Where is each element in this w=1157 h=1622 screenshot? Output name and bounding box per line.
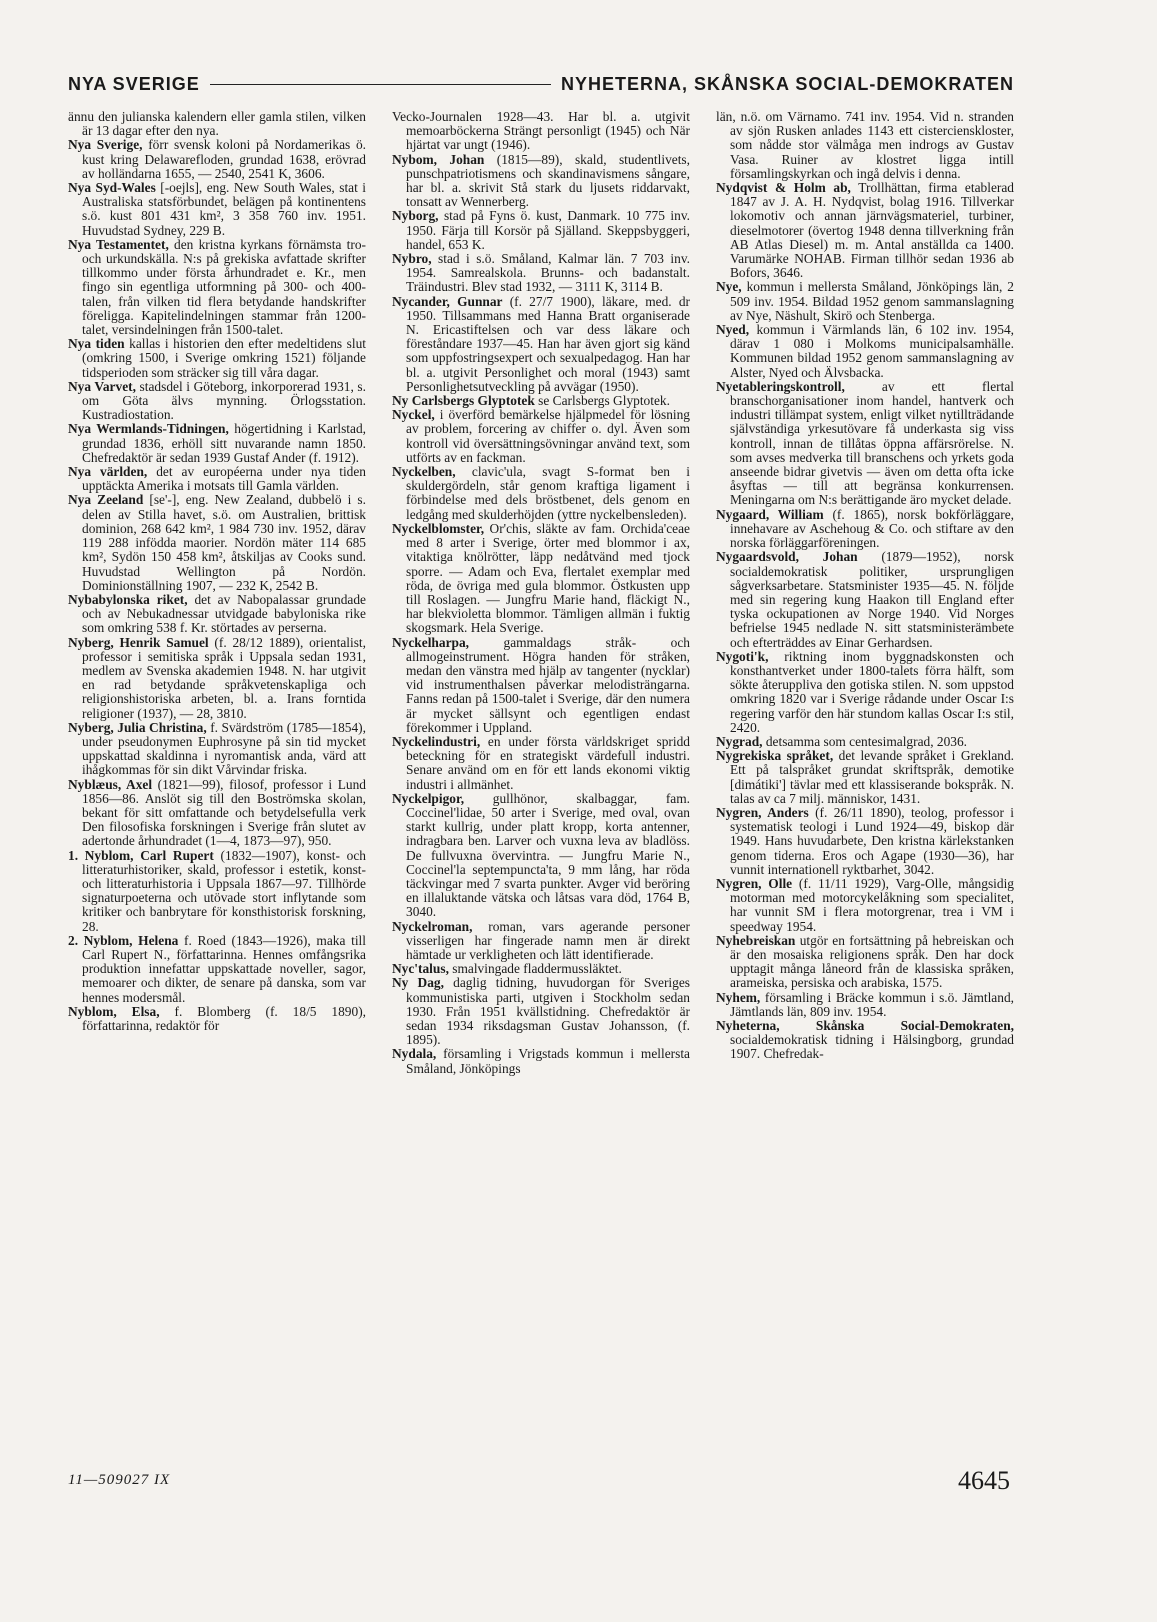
entry-headword: Nyed, <box>716 322 750 338</box>
entry-headword: Nya världen, <box>68 464 148 480</box>
entry-text: gammaldags stråk- och allmogeinstrument. Högra handen för stråken, medan den vänstra med hjälp av tangenter (nycklar) vid instrumenthalsen påverkar melodisträngarna. Fanns redan på 1500-talet i Sverige, där den numera är mycket sällsynt och egentligen endast förekommer i Uppland. <box>406 634 690 735</box>
entry-headword: 1. Nyblom, Carl Rupert <box>68 847 214 863</box>
dictionary-entry <box>716 1019 1014 1062</box>
entry-headword: Nye, <box>716 279 742 295</box>
entry-text: stad på Fyns ö. kust, Danmark. 10 775 inv. 1950. Färja till Korsör på Själland. Skeppsbyggeri, handel, 653 K. <box>406 208 690 252</box>
page-number: 4645 <box>958 1466 1010 1495</box>
dictionary-entry <box>392 792 690 920</box>
entry-text: Or'chis, släkte av fam. Orchida'ceae med 8 arter i Sverige, örter med blommor i ax, vitaktiga knölrötter, läpp nedåtvänd med tjock sporre. — Adam och Eva, flertalet exemplar med röda, de övriga med gula blommor. Östkusten upp till Roslagen. — Jungfru Marie hand, fläckigt N., har blekvioletta blommor. Tämligen allmän i fuktig skogsmark. Hela Sverige. <box>406 520 690 636</box>
entry-headword: Nygrekiska språket, <box>716 748 834 764</box>
entry-text: stadsdel i Göteborg, inkorporerad 1931, s. om Göta älvs mynning. Örlogsstation. Kustradiostation. <box>82 378 366 423</box>
dictionary-entry <box>68 934 366 1005</box>
entry-text: (f. 1865), norsk bokförläggare, innehavare av Aschehoug & Co. och stiftare av den norska förläggarföreningen. <box>730 506 1014 551</box>
entry-headword: Ny Dag, <box>392 975 444 991</box>
dictionary-entry <box>68 636 366 721</box>
dictionary-entry <box>68 110 366 138</box>
entry-headword: Nyckelpigor, <box>392 790 465 806</box>
dictionary-entry <box>392 1047 690 1075</box>
entry-headword: Nya Varvet, <box>68 378 136 394</box>
entry-headword: Nygrad, <box>716 733 763 749</box>
dictionary-entry <box>716 934 1014 991</box>
dictionary-entry <box>392 209 690 252</box>
dictionary-entry <box>68 849 366 934</box>
dictionary-entry <box>716 508 1014 551</box>
entry-text: socialdemokratisk tidning i Hälsingborg, grundad 1907. Chefredak- <box>730 1032 1014 1062</box>
entry-text: den kristna kyrkans förnämsta tro- och urkundskälla. N:s på grekiska avfattade skrifter tillkommo under första århundradet e. Kr., men fingo sin egentliga utformning på 300- och 400-talen, från vilken tid flera betydande handskrifter föreligga. Kapitelindelningen stammar från 1200-talet, versindelningen från 1500-talet. <box>82 236 366 338</box>
entry-text: [se'-], eng. New Zealand, dubbelö i s. delen av Stilla havet, s.ö. om Australien, brittisk dominion, 268 642 km², 1 984 730 inv. 1952, därav 119 288 infödda maorier. Nordön mäter 114 685 km², Sydön 150 458 km², åtskiljas av Cooks sund. Huvudstad Wellington på Nordön. Dominionställning 1907, — 232 K, 2542 B. <box>82 492 366 593</box>
entry-headword: Nya Testamentet, <box>68 236 169 252</box>
entry-headword: Nyborg, <box>392 208 439 224</box>
entry-headword: Nyblom, Elsa, <box>68 1003 160 1019</box>
dictionary-entry <box>716 110 1014 181</box>
header-rule <box>210 84 551 85</box>
entry-headword: Nybabylonska riket, <box>68 591 188 607</box>
header-right: NYHETERNA, SKÅNSKA SOCIAL-DEMOKRATEN <box>560 73 1014 94</box>
entry-headword: Nyhebreiskan <box>716 932 796 948</box>
entry-text: det av Nabopalassar grundade och av Nebukadnessar utvidgade babyloniska rike som omkring 538 f. Kr. störtades av perserna. <box>82 591 366 636</box>
entry-text: i överförd bemärkelse hjälpmedel för lösning av problem, forcering av chiffer o. dyl. Även som kontroll vid översättningsövningar använd text, som utförts av en fackman. <box>406 407 690 465</box>
entry-text: församling i Bräcke kommun i s.ö. Jämtland, Jämtlands län, 809 inv. 1954. <box>730 989 1014 1019</box>
dictionary-entry <box>392 636 690 735</box>
entry-headword: Nya Wermlands-Tidningen, <box>68 421 229 437</box>
entry-text: roman, vars agerande personer visserligen har fingerade namn men är direkt hämtade ur verkligheten och lätt identifierade. <box>406 918 690 962</box>
entry-headword: Nya tiden <box>68 336 125 352</box>
dictionary-entry <box>392 962 690 976</box>
entry-text: f. Blomberg (f. 18/5 1890), författarinna, redaktör för <box>82 1003 366 1033</box>
entry-headword: Nyheterna, Skånska Social-Demokraten, <box>716 1018 1014 1033</box>
dictionary-entry <box>392 295 690 394</box>
column-3 <box>716 110 1014 1450</box>
entry-text: kommun i mellersta Småland, Jönköpings län, 2 509 inv. 1954. Bildad 1952 genom sammanslagning av Nye, Näshult, Skirö och Stenberga. <box>730 279 1014 323</box>
header-left: NYA SVERIGE <box>68 73 200 94</box>
entry-text: kallas i historien den efter medeltidens slut (omkring 1500, i Sverige omkring 1521) följande tidsperioden som sträcker sig till våra dagar. <box>82 336 366 380</box>
dictionary-entry <box>68 238 366 337</box>
entry-headword: Nyhem, <box>716 989 761 1005</box>
entry-headword: Nya Sverige, <box>68 137 143 153</box>
entry-headword: Nyckelharpa, <box>392 634 469 650</box>
entry-text: utgör en fortsättning på hebreiskan och är den mosaiska religionens språk. Den har dock upptagit många låneord från de klassiska språken, arameiska, persiska och arabiska, 1575. <box>730 932 1014 991</box>
entry-headword: Nyberg, Henrik Samuel <box>68 634 209 650</box>
dictionary-entry <box>68 465 366 493</box>
entry-headword: Nycander, Gunnar <box>392 293 503 309</box>
entry-headword: Nyberg, Julia Christina, <box>68 719 207 735</box>
dictionary-entry <box>68 493 366 592</box>
dictionary-entry <box>392 465 690 522</box>
dictionary-entry <box>716 550 1014 649</box>
entry-text: (1879—1952), norsk socialdemokratisk politiker, ursprungligen sågverksarbetare. Statsminister 1935—45. N. följde med sin regering kung Haakon till England efter tyska ockupationen av Norge 1940. Vid Norges befrielse 1945 nedlade N. sitt statsministerämbete och efterträddes av Einar Gerhardsen. <box>730 549 1014 650</box>
dictionary-entry <box>716 735 1014 749</box>
entry-text: högertidning i Karlstad, grundad 1836, erhöll sitt nuvarande namn 1850. Chefredaktör är sedan 1939 Gustaf Ander (f. 1912). <box>82 421 366 465</box>
entry-text: (f. 28/12 1889), orientalist, professor i semitiska språk i Uppsala sedan 1931, medlem av Svenska akademien 1948. N. har utgivit en rad betydande språkvetenskapliga och religionshistoriska arbeten, bl. a. Irans forntida religioner (1937), — 28, 3810. <box>82 634 366 721</box>
entry-headword: Nyetableringskontroll, <box>716 378 845 394</box>
dictionary-entry <box>68 1005 366 1033</box>
column-2 <box>392 110 690 1450</box>
entry-text: kommun i Värmlands län, 6 102 inv. 1954, därav 1 080 i Molkoms municipalsamhälle. Kommunen bildad 1952 genom sammanslagning av Alster, Nyed och Älvsbacka. <box>730 322 1014 380</box>
dictionary-entry <box>716 806 1014 877</box>
dictionary-entry <box>392 735 690 792</box>
entry-text: ännu den julianska kalendern eller gamla stilen, vilken är 13 dagar efter den nya. <box>68 110 366 139</box>
dictionary-entry <box>392 394 690 408</box>
entry-headword: Nyckelindustri, <box>392 733 481 749</box>
entry-text: Vecko-Journalen 1928—43. Har bl. a. utgivit memoarböckerna Strängt personligt (1945) och När hjärtat var ungt (1946). <box>392 110 690 153</box>
entry-headword: Nyc'talus, <box>392 961 449 977</box>
entry-headword: Nyckelben, <box>392 464 456 480</box>
dictionary-entry <box>716 280 1014 323</box>
dictionary-entry <box>392 252 690 295</box>
running-header <box>68 70 1014 98</box>
entry-text: (f. 11/11 1929), Varg-Olle, mångsidig motorman med motorcykelåkning som specialitet, har vunnit SM i flera motorgrenar, trea i VM i speedway 1954. <box>730 875 1014 934</box>
entry-headword: Nygaard, William <box>716 506 824 522</box>
dictionary-entry <box>392 976 690 1047</box>
dictionary-entry <box>392 920 690 963</box>
dictionary-entry <box>68 721 366 778</box>
entry-headword: Nygoti'k, <box>716 648 769 664</box>
entry-headword: Nyckel, <box>392 407 435 423</box>
signature-mark: 11—509027 IX <box>68 1472 171 1488</box>
dictionary-entry <box>716 877 1014 934</box>
dictionary-entry <box>68 422 366 465</box>
entry-text: församling i Vrigstads kommun i mellersta Småland, Jönköpings <box>406 1046 690 1076</box>
entry-headword: Nyckelroman, <box>392 918 473 934</box>
entry-headword: Nya Syd-Wales <box>68 180 156 196</box>
text-columns <box>68 110 1014 1450</box>
entry-text: en under första världskriget spridd beteckning för en strategiskt värdefull industri. Senare använd om en för ett lands ekonomi viktig industri i allmänhet. <box>406 733 690 792</box>
entry-text: [-oejls], eng. New South Wales, stat i Australiska statsförbundet, belägen på kontinentens s.ö. kust 801 431 km², 3 358 760 inv. 1951. Huvudstad Sydney, 229 B. <box>82 180 366 238</box>
dictionary-entry <box>68 138 366 181</box>
dictionary-entry <box>392 408 690 465</box>
entry-text: detsamma som centesimalgrad, 2036. <box>762 733 968 749</box>
entry-text: (1821—99), filosof, professor i Lund 1856—86. Anslöt sig till den Boströmska skolan, bekant för sitt omfattande och betydelsefulla verk Den filosofiska forskningen i Sverige från slutet av adertonde århundradet (1—4, 1873—97), 950. <box>82 776 366 849</box>
dictionary-entry <box>392 153 690 210</box>
entry-headword: Nydala, <box>392 1046 437 1062</box>
dictionary-entry <box>68 778 366 849</box>
entry-text: Trollhättan, firma etablerad 1847 av J. A. H. Nydqvist, bolag 1916. Tillverkar lokomotiv och annan järnvägsmateriel, turbiner, dieselmotorer (övertog 1948 denna tillverkning från AB Atlas Diesel) m. m. Antal anställda ca 1400. Varumärke NOHAB. Firman tillhör sedan 1936 ab Bofors, 3646. <box>730 180 1014 281</box>
entry-text: det av européerna under nya tiden upptäckta Amerika i motsats till Gamla världen. <box>82 464 366 494</box>
entry-text: clavic'ula, svagt S-format ben i skuldergördeln, står genom kraftiga ligament i förbindelse med dels bröstbenet, dels genom en ledgång med skulderhöjden (yttre nyckelbensleden). <box>406 464 690 522</box>
entry-text: riktning inom byggnadskonsten och konsthantverket under 1800-talets förra hälft, som sökte återuppliva den gotiska stilen. N. som uppstod omkring 1820 var i Sverige rådande under Oscar I:s regering varför den här stundom kallas Oscar I:s stil, 2420. <box>730 648 1014 735</box>
entry-headword: Nydqvist & Holm ab, <box>716 180 851 196</box>
entry-headword: Nybom, Johan <box>392 151 485 167</box>
entry-text: gullhönor, skalbaggar, fam. Coccinel'lidae, 50 arter i Sverige, med oval, ovan starkt kullrig, under platt kropp, korta antenner, indragbara ben. Larver och vuxna leva av bladlöss. De fullvuxna övervintra. — Jungfru Marie N., Coccinel'la septempuncta'ta, 9 mm lång, har röda täckvingar med 7 svarta punkter. Avger vid beröring en illaluktande vätska och låtsas vara död, 1764 B, 3040. <box>406 790 690 920</box>
dictionary-entry <box>68 593 366 636</box>
entry-headword: Nyckelblomster, <box>392 520 485 536</box>
entry-headword: Nygaardsvold, Johan <box>716 549 858 565</box>
entry-text: smalvingade fladdermussläktet. <box>448 961 622 977</box>
entry-headword: Nya Zeeland <box>68 492 144 508</box>
dictionary-entry <box>392 522 690 636</box>
entry-text: (f. 27/7 1900), läkare, med. dr 1950. Tillsammans med Hanna Bratt organiserade N. Ericastiftelsen och var dess läkare och föreståndare 1937—45. Han har även gjort sig känd som uppfostringsexpert och sexualpedagog. Han har bl. a. utgivit Personlighet och moral (1943) samt Personlighetsutveckling på avvägar (1950). <box>406 293 690 394</box>
dictionary-entry <box>392 110 690 153</box>
entry-text: f. Svärdström (1785—1854), under pseudonymen Euphrosyne på sin tid mycket uppskattad skaldinna i nyromantisk anda, värd att ihågkommas för sin dikt Vårvindar friska. <box>82 719 366 778</box>
entry-text: av ett flertal branschorganisationer inom handel, hantverk och industri tillämpat system, enligt vilket nytillträdande självständiga yrkesutövare få underkasta sig viss kontroll, innan de tillåtas öppna affärsrörelse. N. som avses medverka till branschens och yrkets goda anseende bidrar givetvis — även om detta ofta icke åsyftas — till att begränsa konkurrensen. Meningarna om N:s berättigande äro mycket delade. <box>730 378 1014 508</box>
dictionary-entry <box>716 323 1014 380</box>
dictionary-entry <box>68 337 366 380</box>
dictionary-entry <box>68 380 366 423</box>
entry-text: se Carlsbergs Glyptotek. <box>534 393 670 409</box>
entry-text: f. Roed (1843—1926), maka till Carl Rupert N., författarinna. Hennes omfångsrika produktion innefattar uppskattade noveller, sagor, memoarer och dikter, de senare på danska, som var hennes modersmål. <box>82 932 366 1005</box>
dictionary-entry <box>716 650 1014 735</box>
dictionary-entry <box>716 181 1014 280</box>
dictionary-entry <box>716 991 1014 1019</box>
entry-text: det levande språket i Grekland. Ett på talspråket grundat skriftspråk, demotike [dimátiki'] tävlar med ett klassiserande bokspråk. N. talas av ca 7 milj. människor, 1431. <box>730 748 1014 806</box>
entry-headword: 2. Nyblom, Helena <box>68 932 179 948</box>
entry-headword: Nybro, <box>392 251 432 267</box>
entry-text: (1815—89), skald, studentlivets, punschpatriotismens och skandinavismens sångare, har bl. a. skrivit Stå stark du ljusets riddarvakt, tonsatt av Wennerberg. <box>406 151 690 210</box>
entry-text: stad i s.ö. Småland, Kalmar län. 7 703 inv. 1954. Samrealskola. Brunns- och badanstalt. Träindustri. Blev stad 1932, — 3111 K, 3114 B. <box>406 251 690 295</box>
entry-text: län, n.ö. om Värnamo. 741 inv. 1954. Vid n. stranden av sjön Rusken anlades 1143 ett cistercienskloster, som nådde stor välmåga men indrogs av Gustav Vasa. Ruiner av klostret ligga intill församlingskyrkan och ingå delvis i denna. <box>716 110 1014 181</box>
entry-text: förr svensk koloni på Nordamerikas ö. kust kring Delawarefloden, grundad 1638, erövrad av holländarna 1655, — 2540, 2541 K, 3606. <box>82 137 366 181</box>
entry-text: (f. 26/11 1890), teolog, professor i systematisk teologi i Lund 1924—49, biskop där 1949. Hans huvudarbete, Den kristna kärlekstanken genom tiderna. Eros och Agape (1930—36), har vunnit internationell ryktbarhet, 3042. <box>730 804 1014 877</box>
entry-headword: Nygren, Olle <box>716 875 793 891</box>
dictionary-entry <box>716 380 1014 508</box>
entry-headword: Ny Carlsbergs Glyptotek <box>392 393 535 409</box>
entry-text: daglig tidning, huvudorgan för Sveriges kommunistiska parti, utgiven i Stockholm sedan 1930. Från 1951 kvällstidning. Chefredaktör är sedan 1934 riksdagsman Gustav Johansson, (f. 1895). <box>406 975 690 1048</box>
entry-headword: Nyblæus, Axel <box>68 776 153 792</box>
entry-text: (1832—1907), konst- och litteraturhistoriker, skald, professor i estetik, konst- och litteraturhistoria i Uppsala 1867—97. Tillhörde signaturpoeterna och utövade stort inflytande som kritiker och banbrytare för konsthistorisk forskning, 28. <box>82 847 366 934</box>
dictionary-entry <box>716 749 1014 806</box>
column-1 <box>68 110 366 1450</box>
dictionary-entry <box>68 181 366 238</box>
entry-headword: Nygren, Anders <box>716 804 809 820</box>
